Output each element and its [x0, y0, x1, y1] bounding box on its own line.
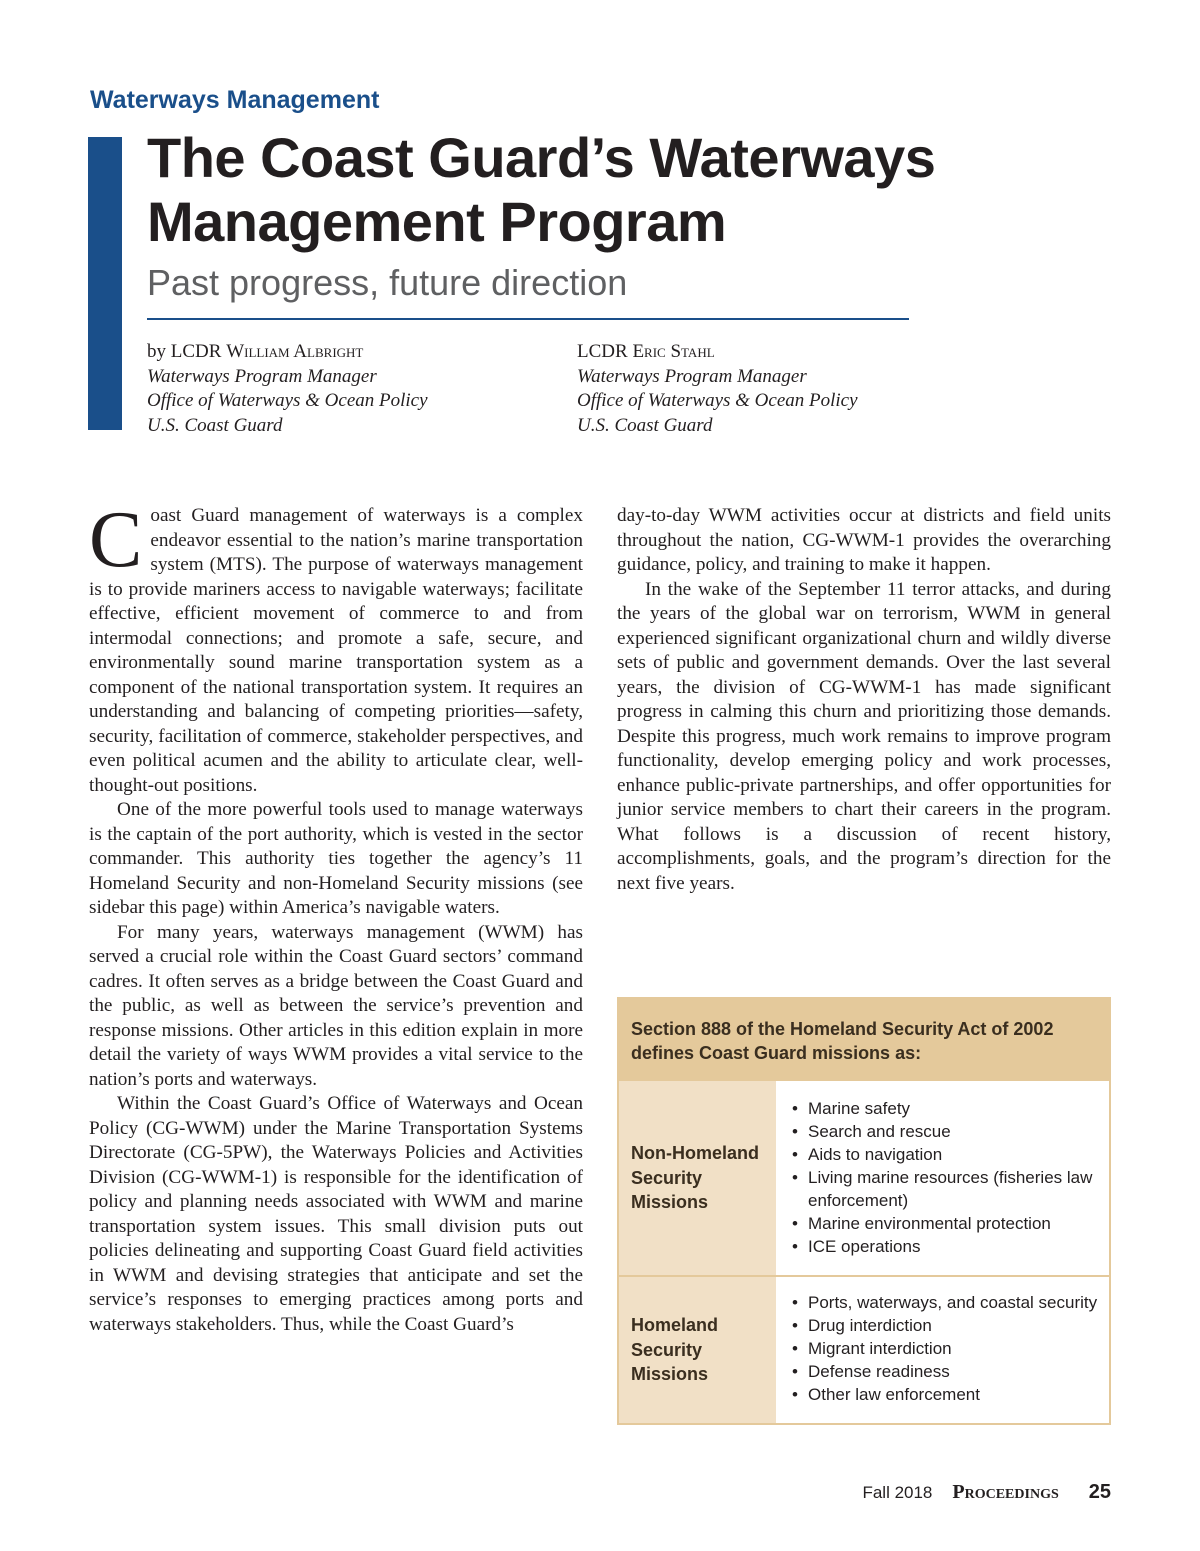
mission-item: • Living marine resources (fisheries law enforcement) [788, 1166, 1099, 1212]
sidebar-row-homeland [619, 1277, 1109, 1423]
mission-item: • Search and rescue [788, 1120, 1099, 1143]
sidebar-row-non-homeland [619, 1081, 1109, 1277]
mission-item: • Aids to navigation [788, 1143, 1099, 1166]
paragraph-text: oast Guard management of waterways is a complex endeavor essential to the nation’s marine transportation system (MTS). The purpose of waterways management is to provide mariners access to navigable waterways; facilitate effective, efficient movement of commerce to and from intermodal connections; and promote a safe, secure, and environmentally sound marine transportation system as a component of the national transportation system. It requires an understanding and balancing of competing priorities—safety, security, facilitation of commerce, stakeholder perspectives, and even political acumen and the ability to articulate clear, well-thought-out positions. [89, 505, 583, 796]
author-byline-1 [147, 340, 428, 438]
mission-item: • Marine safety [788, 1097, 1099, 1120]
body-column-right [617, 504, 1111, 896]
section-label: Waterways Management [90, 86, 380, 114]
missions-sidebar [617, 997, 1111, 1425]
author-name: Eric Stahl [632, 341, 715, 362]
mission-item: • Defense readiness [788, 1360, 1099, 1383]
mission-item: • ICE operations [788, 1235, 1099, 1258]
body-column-left [89, 496, 583, 1337]
author-org: U.S. Coast Guard [147, 414, 283, 436]
sidebar-row-label: Homeland Security Missions [619, 1277, 776, 1423]
mission-item: • Marine environmental protection [788, 1212, 1099, 1235]
author-role: Waterways Program Manager [577, 365, 807, 387]
article-subtitle: Past progress, future direction [147, 262, 628, 303]
page-number: 25 [1088, 1481, 1111, 1503]
mission-item: • Migrant interdiction [788, 1337, 1099, 1360]
author-office: Office of Waterways & Ocean Policy [147, 390, 428, 411]
sidebar-row-label: Non-Homeland Security Missions [619, 1081, 776, 1275]
title-rule [147, 318, 909, 320]
page-footer [862, 1481, 1111, 1504]
article-title: The Coast Guard’s Waterways Management Program [147, 126, 936, 253]
author-prefix: LCDR [577, 341, 633, 362]
sidebar-heading: Section 888 of the Homeland Security Act of 2002 defines Coast Guard missions as: [619, 999, 1109, 1081]
magazine-name: Proceedings [952, 1481, 1059, 1503]
body-paragraph: Within the Coast Guard’s Office of Waterways and Ocean Policy (CG-WWM) under the Marine Transportation Systems Directorate (CG-5PW), the Waterways Policies and Activities Division (CG-WWM-1) is responsible for the identification of policy and planning needs associated with WWM and marine transportation system issues. This small division puts out policies delineating and supporting Coast Guard field activities in WWM and devising strategies that anticipate and set the service’s responses to emerging practices among ports and waterways stakeholders. Thus, while the Coast Guard’s [89, 1093, 583, 1335]
mission-item: • Other law enforcement [788, 1383, 1099, 1406]
body-paragraph: For many years, waterways management (WWM) has served a crucial role within the Coast Guard sectors’ command cadres. It often serves as a bridge between the Coast Guard and the public, as well as between the service’s prevention and response missions. Other articles in this edition explain in more detail the variety of ways WWM provides a vital service to the nation’s ports and waterways. [89, 921, 583, 1090]
author-role: Waterways Program Manager [147, 365, 377, 387]
body-paragraph: day-to-day WWM activities occur at districts and field units throughout the nation, CG-WWM-1 provides the overarching guidance, policy, and training to make it happen. [617, 505, 1111, 575]
body-paragraph: One of the more powerful tools used to manage waterways is the captain of the port authority, which is vested in the sector commander. This authority ties together the agency’s 11 Homeland Security and non-Homeland Security missions (see sidebar this page) within America’s navigable waters. [89, 799, 583, 918]
author-byline-2 [577, 340, 858, 438]
issue-date: Fall 2018 [862, 1483, 933, 1502]
mission-item: • Ports, waterways, and coastal security [788, 1291, 1099, 1314]
body-paragraph [89, 496, 583, 798]
author-office: Office of Waterways & Ocean Policy [577, 390, 858, 411]
drop-cap: C [89, 496, 143, 584]
mission-list [776, 1277, 1109, 1423]
author-org: U.S. Coast Guard [577, 414, 713, 436]
author-name: William Albright [226, 341, 364, 362]
author-prefix: by LCDR [147, 341, 227, 362]
accent-bar [88, 137, 122, 430]
body-paragraph: In the wake of the September 11 terror attacks, and during the years of the global war on terrorism, WWM in general experienced significant organizational churn and wildly diverse sets of public and government demands. Over the last several years, the division of CG-WWM-1 has made significant progress in calming this churn and prioritizing those demands. Despite this progress, much work remains to improve program functionality, develop emerging policy and work processes, enhance public-private partnerships, and offer opportunities for junior service members to chart their careers in the program. What follows is a discussion of recent history, accomplishments, goals, and the program’s direction for the next five years. [617, 578, 1111, 894]
mission-list [776, 1081, 1109, 1275]
mission-item: • Drug interdiction [788, 1314, 1099, 1337]
